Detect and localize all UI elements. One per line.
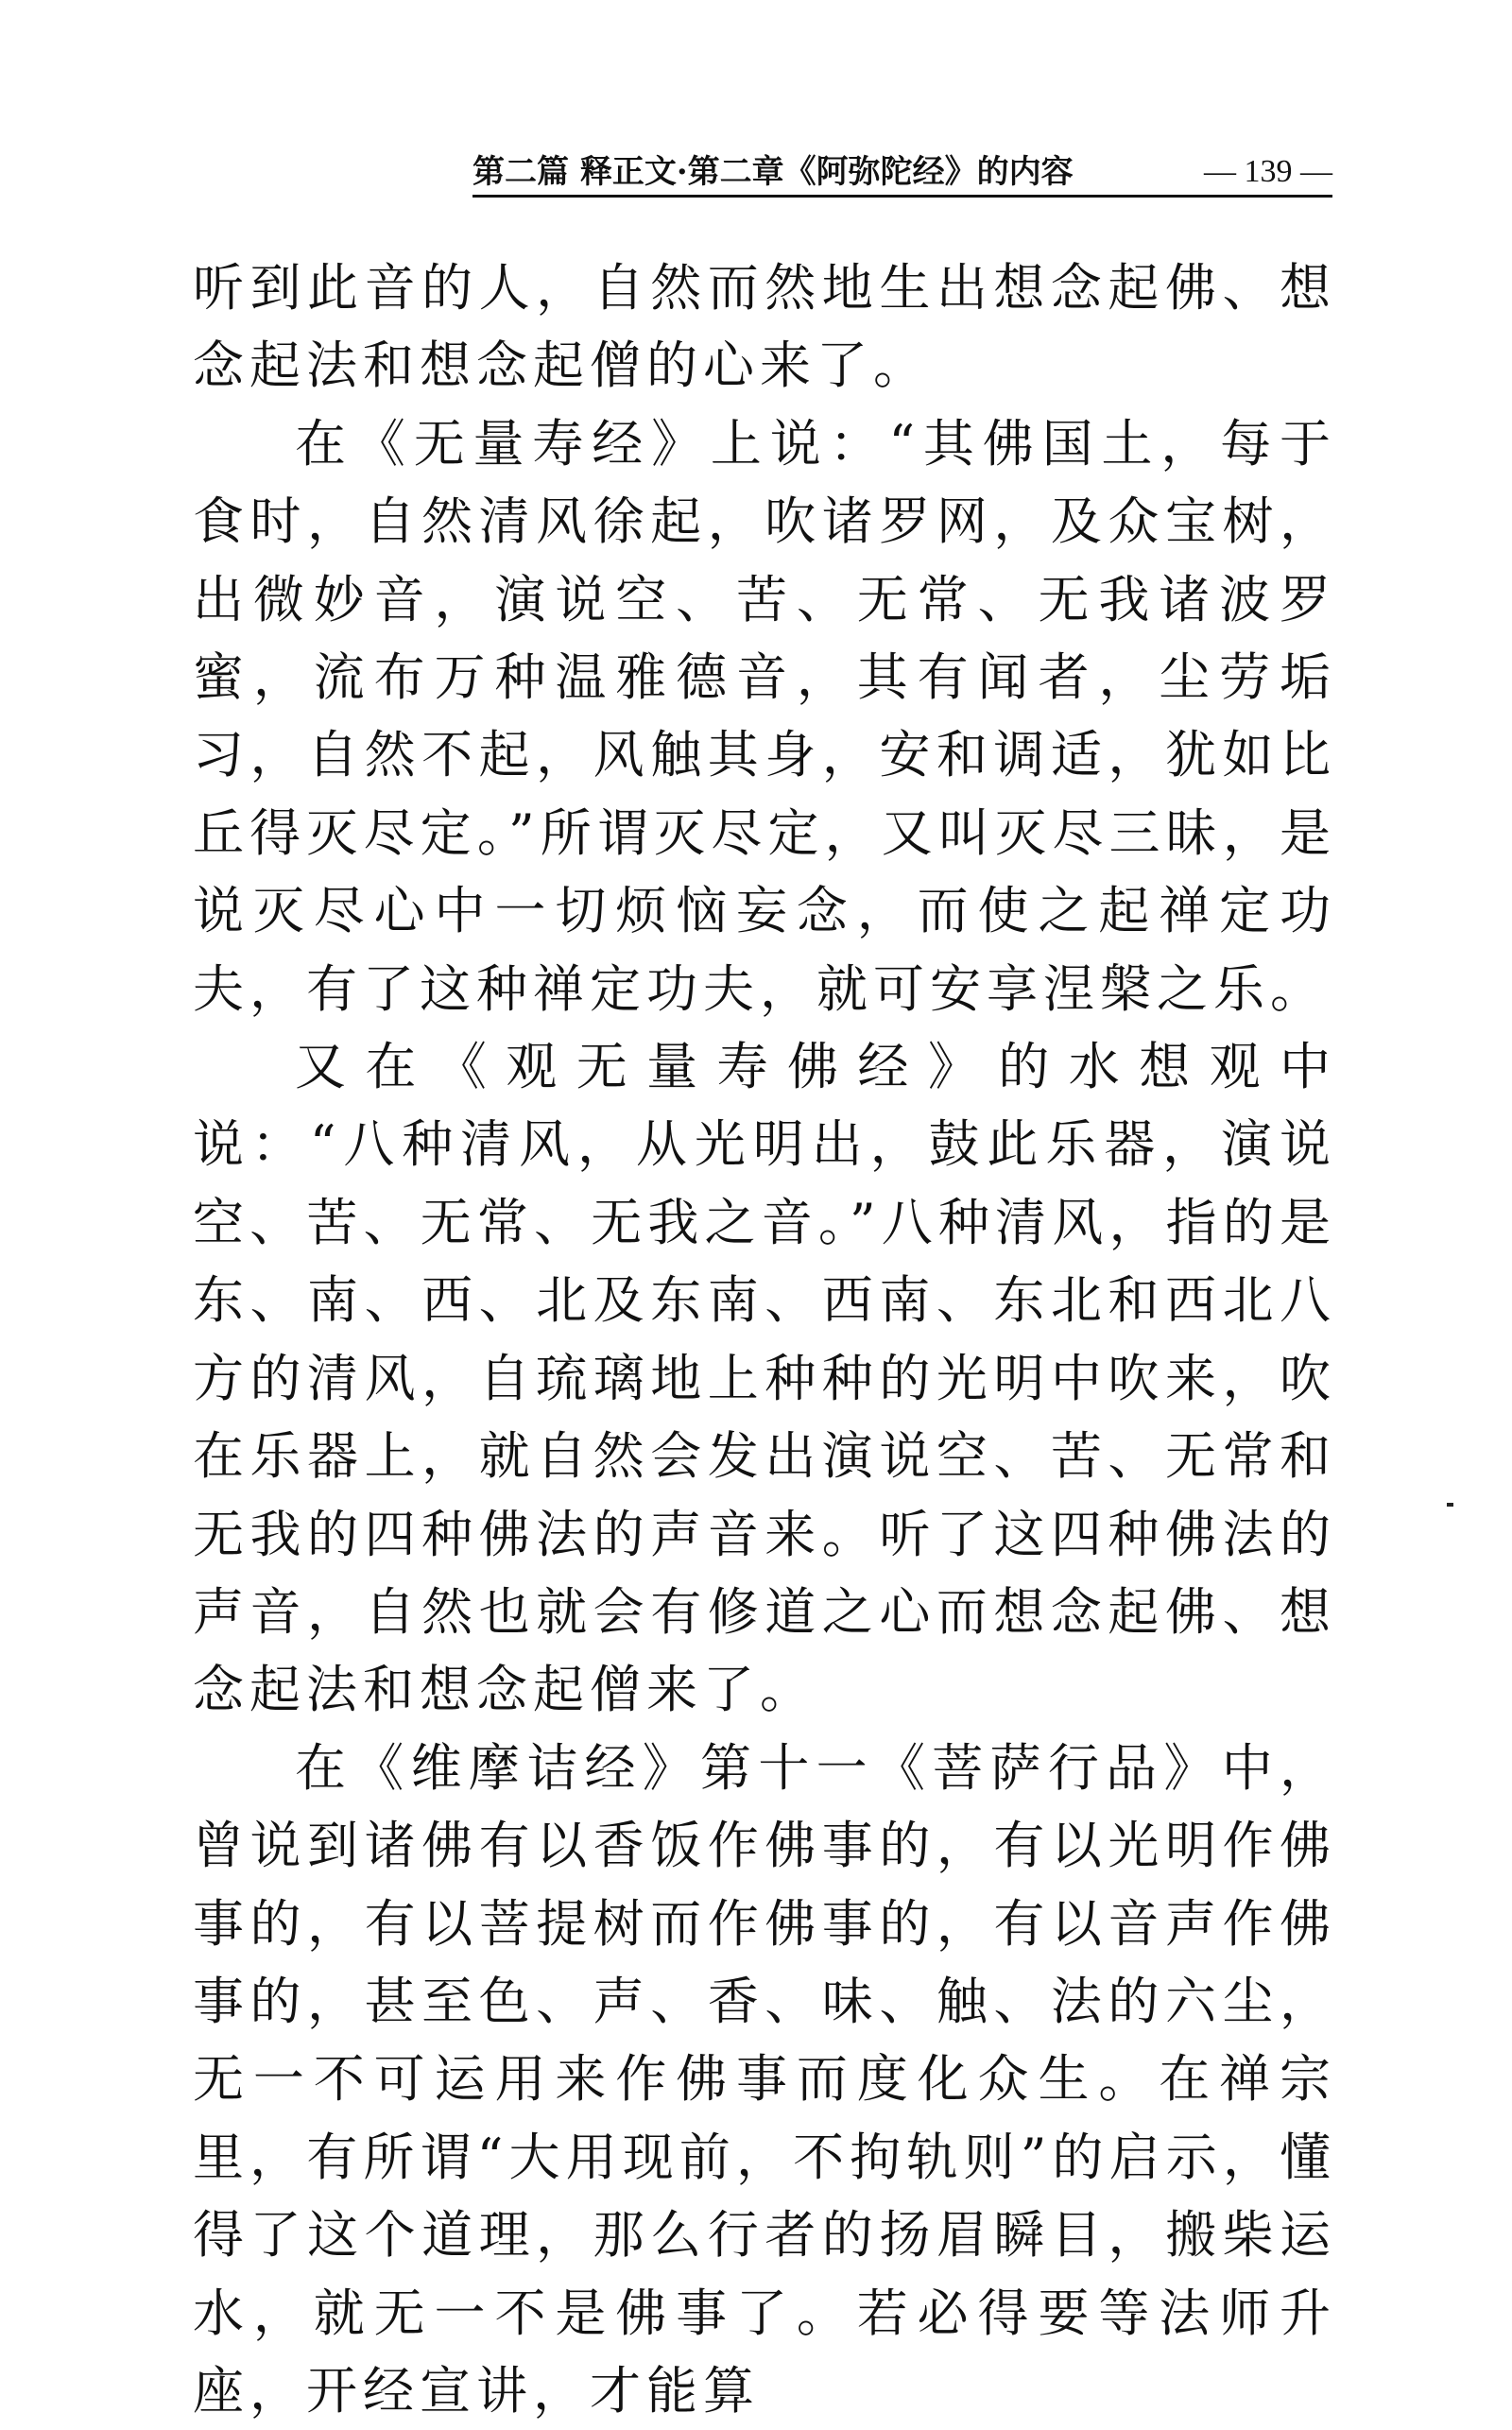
main-text: [193, 250, 1336, 2430]
scan-speck: [1447, 1503, 1453, 1507]
running-header: [472, 153, 1332, 191]
paragraph-continued: 听到此音的人，自然而然地生出想念起佛、想念起法和想念起僧的心来了。: [193, 258, 1336, 396]
chapter-title: 第二篇 释正文·第二章《阿弥陀经》的内容: [472, 153, 1074, 191]
paragraph-wuliangshou: 在《无量寿经》上说：“其佛国土，每于食时，自然清风徐起，吹诸罗网，及众宝树，出微妙音，演说空、苦、无常、无我诸波罗蜜，流布万种温雅德音，其有闻者，尘劳垢习，自然不起，风触其身，安和调适，犹如比丘得灭尽定。”所谓灭尽定，又叫灭尽三昧，是说灭尽心中一切烦恼妄念，而使之起禅定功夫，有了这种禅定功夫，就可安享涅槃之乐。: [193, 413, 1336, 1019]
paragraph-weimojie: 在《维摩诘经》第十一《菩萨行品》中，曾说到诸佛有以香饭作佛事的，有以光明作佛事的，有以菩提树而作佛事的，有以音声作佛事的，甚至色、声、香、味、触、法的六尘，无一不可运用来作佛事而度化众生。在禅宗里，有所谓“大用现前，不拘轨则”的启示，懂得了这个道理，那么行者的扬眉瞬目，搬柴运水，就无一不是佛事了。若必得要等法师升座，开经宣讲，才能算: [193, 1737, 1336, 2421]
header-rule: [472, 195, 1332, 198]
page-number: — 139 —: [1204, 154, 1332, 189]
paragraph-guanwuliangshou: 又在《观无量寿佛经》的水想观中说：“八种清风，从光明出，鼓此乐器，演说空、苦、无常、无我之音。”八种清风，指的是东、南、西、北及东南、西南、东北和西北八方的清风，自琉璃地上种种的光明中吹来，吹在乐器上，就自然会发出演说空、苦、无常和无我的四种佛法的声音来。听了这四种佛法的声音，自然也就会有修道之心而想念起佛、想念起法和想念起僧来了。: [193, 1037, 1336, 1720]
